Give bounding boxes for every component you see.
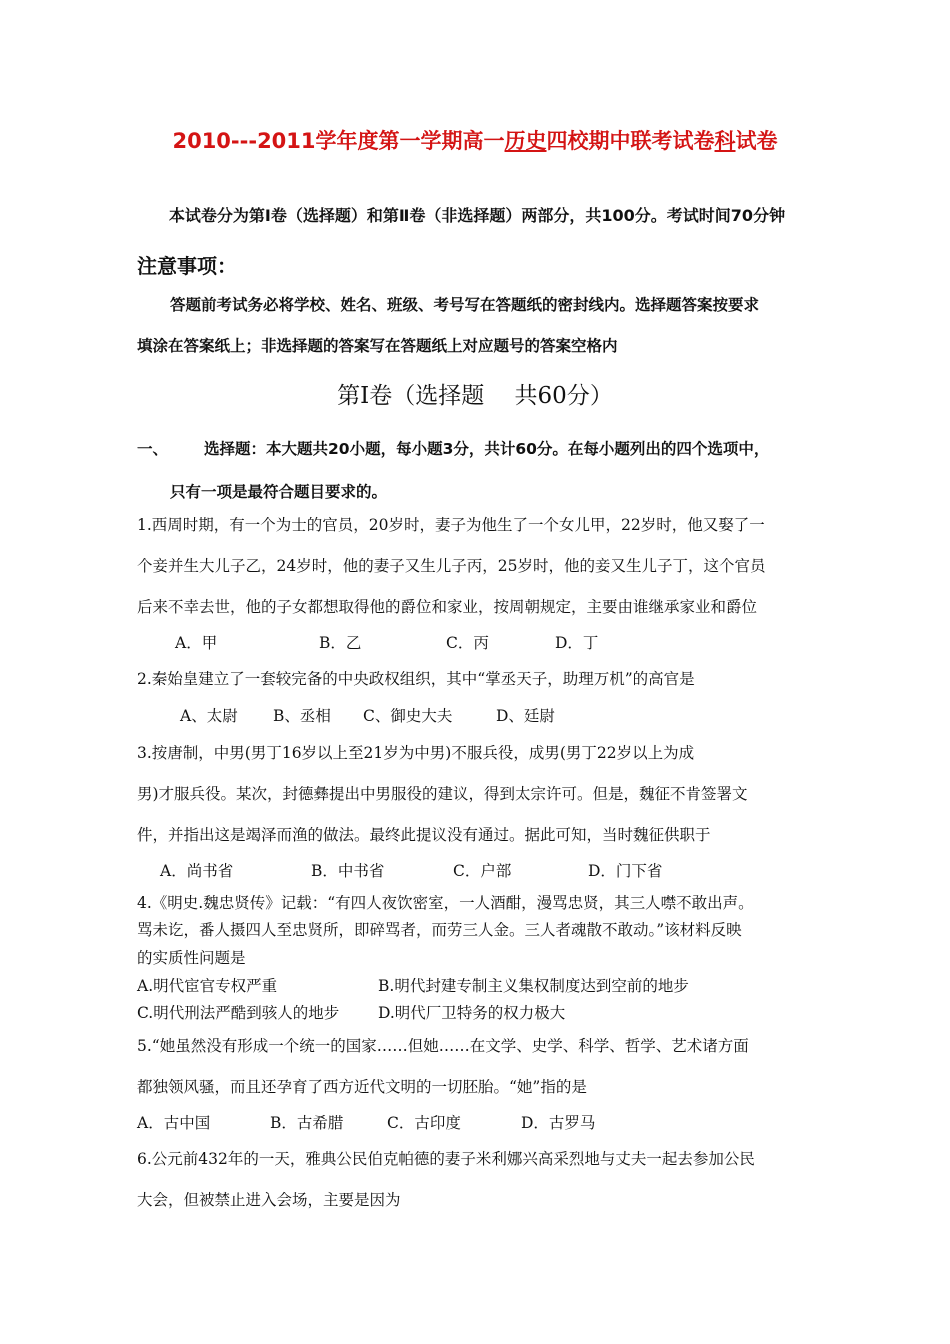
q4-option-c: C.明代刑法严酷到骇人的地步 — [137, 1004, 340, 1022]
notice-line-2: 填涂在答案纸上；非选择题的答案写在答题纸上对应题号的答案空格内 — [137, 337, 618, 355]
notice-line-1: 答题前考试务必将学校、姓名、班级、考号写在答题纸的密封线内。选择题答案按要求 — [170, 296, 760, 314]
q4-option-d: D.明代厂卫特务的权力极大 — [378, 1004, 566, 1022]
ke-underlined: 科 — [714, 129, 736, 153]
q3-option-b: B．中书省 — [311, 862, 385, 880]
q3-option-d: D．门下省 — [588, 862, 663, 880]
q1-option-b: B．乙 — [319, 634, 362, 652]
q4-options-row-1 — [0, 974, 950, 996]
q4-option-b: B.明代封建专制主义集权制度达到空前的地步 — [378, 977, 689, 995]
q3-option-a: A．尚书省 — [160, 862, 234, 880]
q3-line-2: 男)才服兵役。某次，封德彝提出中男服役的建议，得到太宗许可。但是，魏征不肯签署文 — [137, 785, 748, 803]
q4-option-a: A.明代宦官专权严重 — [137, 977, 278, 995]
notice-heading: 注意事项： — [137, 254, 237, 278]
q4-line-2: 骂未讫，番人摄四人至忠贤所，即碎骂者，而劳三人金。三人者魂散不敢动。”该材料反映 — [137, 921, 742, 939]
q3-option-c: C．户部 — [453, 862, 512, 880]
q1-line-3: 后来不幸去世，他的子女都想取得他的爵位和家业，按周朝规定，主要由谁继承家业和爵位 — [137, 598, 758, 616]
q2-line-1: 2.秦始皇建立了一套较完备的中央政权组织，其中“掌丞天子，助理万机”的高官是 — [137, 670, 695, 688]
q4-line-3: 的实质性问题是 — [137, 949, 246, 967]
section1-instruction-1: 选择题：本大题共20小题，每小题3分，共计60分。在每小题列出的四个选项中， — [204, 440, 770, 458]
q4-options-row-2 — [0, 1001, 950, 1023]
q5-line-1: 5.“她虽然没有形成一个统一的国家……但她……在文学、史学、科学、哲学、艺术诸方面 — [137, 1037, 749, 1055]
q3-line-1: 3.按唐制，中男(男丁16岁以上至21岁为中男)不服兵役，成男(男丁22岁以上为成 — [137, 744, 695, 762]
q5-options — [0, 1111, 950, 1133]
q4-line-1: 4.《明史.魏忠贤传》记载：“有四人夜饮密室，一人酒酣，漫骂忠贤，其三人噤不敢出声。 — [137, 894, 754, 912]
exam-title: 2010---2011学年度第一学期高一历史四校期中联考试卷科试卷 — [172, 129, 778, 153]
section1-instruction-2: 只有一项是最符合题目要求的。 — [170, 483, 388, 501]
q1-line-2: 个妾并生大儿子乙，24岁时，他的妻子又生儿子丙，25岁时，他的妾又生儿子丁，这个官员 — [137, 557, 766, 575]
q3-options — [0, 859, 950, 881]
q5-option-d: D．古罗马 — [521, 1114, 596, 1132]
q2-option-a: A、太尉 — [180, 707, 238, 725]
q2-option-c: C、御史大夫 — [363, 707, 453, 725]
q2-options — [0, 704, 950, 726]
section1-number: 一、 — [137, 440, 169, 458]
q6-line-2: 大会，但被禁止进入会场，主要是因为 — [137, 1191, 401, 1209]
q1-option-d: D．丁 — [555, 634, 599, 652]
exam-intro: 本试卷分为第Ⅰ卷（选择题）和第Ⅱ卷（非选择题）两部分，共100分。考试时间70分钟 — [168, 206, 786, 225]
q5-line-2: 都独领风骚，而且还孕育了西方近代文明的一切胚胎。“她”指的是 — [137, 1078, 587, 1096]
q5-option-b: B．古希腊 — [270, 1114, 344, 1132]
q1-line-1: 1.西周时期，有一个为士的官员，20岁时，妻子为他生了一个女儿甲，22岁时，他又娶了一 — [137, 516, 765, 534]
q2-option-d: D、廷尉 — [496, 707, 555, 725]
q2-option-b: B、丞相 — [273, 707, 331, 725]
q3-line-3: 件，并指出这是竭泽而渔的做法。最终此提议没有通过。据此可知，当时魏征供职于 — [137, 826, 711, 844]
q1-option-c: C．丙 — [446, 634, 489, 652]
q1-option-a: A．甲 — [175, 634, 218, 652]
subject-underlined: 历史 — [504, 129, 547, 153]
q5-option-a: A．古中国 — [137, 1114, 211, 1132]
part1-heading: 第Ⅰ卷（选择题 共60分） — [337, 383, 613, 409]
q1-options — [0, 631, 950, 653]
q6-line-1: 6.公元前432年的一天，雅典公民伯克帕德的妻子米利娜兴高采烈地与丈夫一起去参加公民 — [137, 1150, 755, 1168]
q5-option-c: C．古印度 — [387, 1114, 461, 1132]
